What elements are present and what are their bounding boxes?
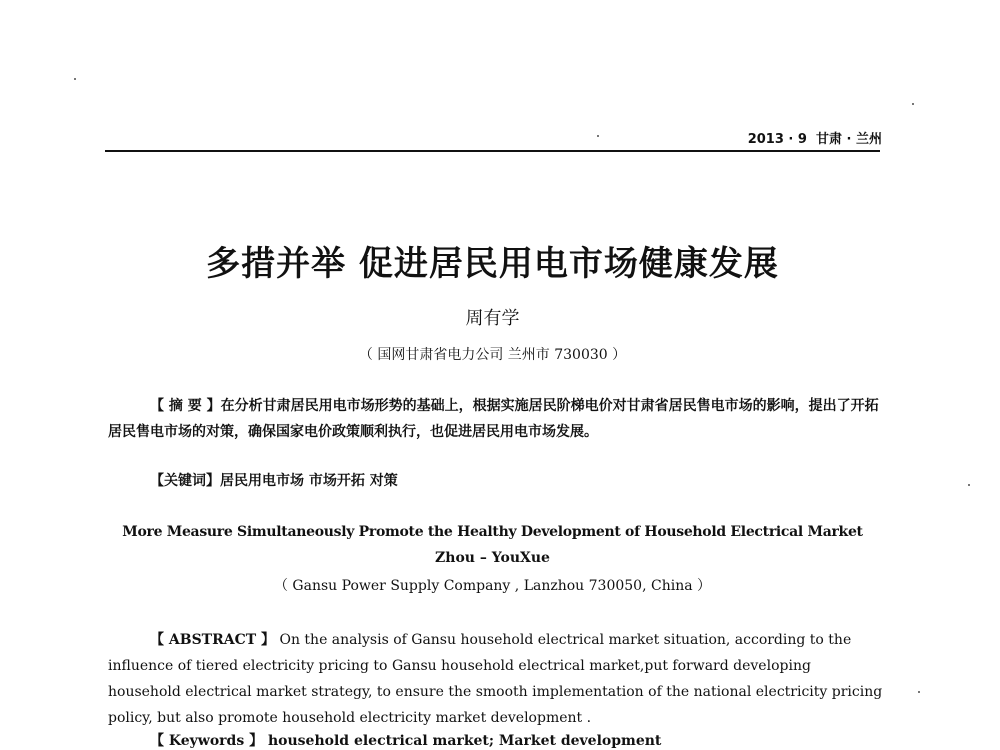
- chinese-author: 周有学: [465, 308, 520, 329]
- chinese-abstract-label: 【 摘 要 】: [150, 398, 221, 414]
- chinese-keywords: [150, 470, 398, 490]
- english-abstract-label: 【 ABSTRACT 】: [150, 632, 276, 648]
- english-author: Zhou – YouXue: [435, 550, 550, 566]
- english-abstract-text: On the analysis of Gansu household electrical market situation, according to the influence of tiered electricity pricing to Gansu household electrical market,put forward developing household electrical market strategy, to ensure the smooth implementation of the national electricity pricing policy, but also promote household electricity market development .: [108, 632, 883, 726]
- scan-speck: [597, 135, 599, 137]
- scan-speck: [968, 484, 970, 486]
- header-rule: [105, 150, 880, 152]
- scan-speck: [912, 103, 914, 105]
- chinese-abstract: [108, 393, 883, 445]
- publication-place: 甘肃 · 兰州: [816, 132, 882, 147]
- scan-speck: [74, 78, 76, 80]
- running-header: [748, 128, 882, 147]
- chinese-abstract-text: 在分析甘肃居民用电市场形势的基础上，根据实施居民阶梯电价对甘肃省居民售电市场的影响，提出了开拓居民售电市场的对策，确保国家电价政策顺利执行，也促进居民用电市场发展。: [108, 398, 879, 440]
- chinese-keywords-label: 【关键词】: [150, 473, 220, 489]
- scan-speck: [918, 691, 920, 693]
- english-keywords-label: 【 Keywords 】: [150, 733, 264, 749]
- chinese-keywords-text: 居民用电市场 市场开拓 对策: [220, 473, 398, 489]
- english-keywords: [150, 730, 661, 750]
- english-abstract: [108, 627, 883, 731]
- chinese-title: 多措并举 促进居民用电市场健康发展: [206, 244, 779, 284]
- issue-date: 2013 · 9: [747, 132, 807, 147]
- english-keywords-text: household electrical market; Market development: [267, 733, 662, 749]
- english-affiliation: （ Gansu Power Supply Company , Lanzhou 730050, China ）: [273, 578, 712, 594]
- english-title: More Measure Simultaneously Promote the Healthy Development of Household Electrical Market: [122, 524, 863, 540]
- chinese-affiliation: （ 国网甘肃省电力公司 兰州市 730030 ）: [358, 347, 627, 363]
